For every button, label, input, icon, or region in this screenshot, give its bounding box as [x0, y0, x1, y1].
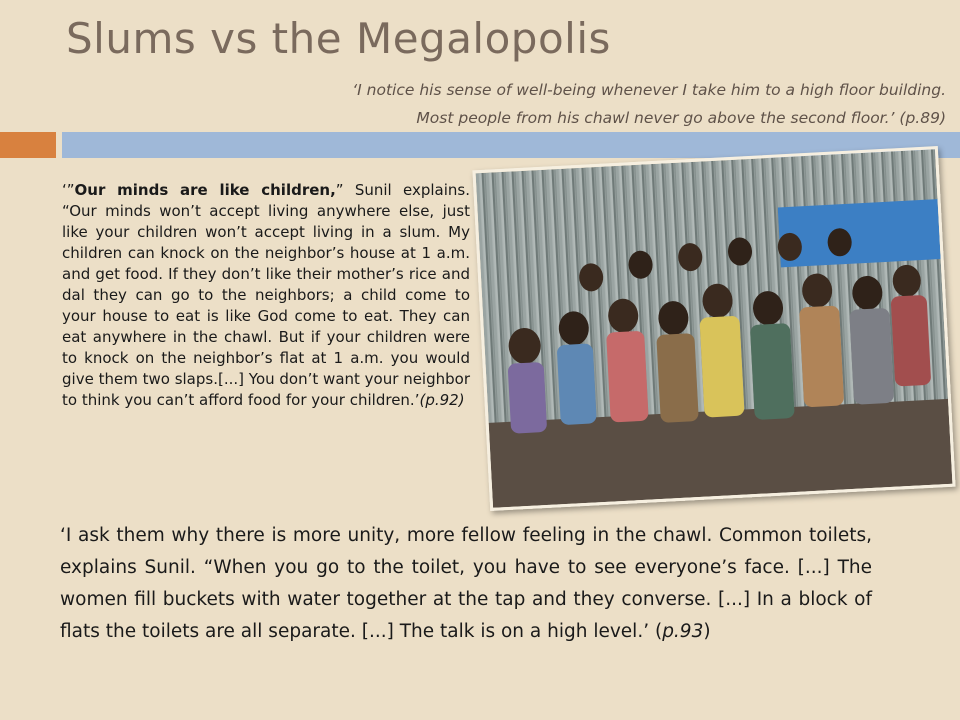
left-quote-citation: (p.92)	[419, 391, 465, 409]
top-quote-line-1: ‘I notice his sense of well-being whenever I take him to a high floor building.	[352, 81, 946, 99]
bottom-quote-closing: )	[703, 621, 711, 642]
top-quote	[246, 76, 946, 132]
bottom-quote-text	[60, 520, 872, 648]
children-photo-illustration	[476, 149, 953, 508]
children-photo	[472, 146, 955, 511]
accent-bar-orange	[0, 132, 56, 158]
slide-title: Slums vs the Megalopolis	[66, 14, 611, 63]
left-quote-text	[62, 180, 470, 411]
left-quote-bold-lead: Our minds are like children,	[74, 181, 336, 199]
left-quote-body: ” Sunil explains. “Our minds won’t accept living anywhere else, just like your children won’t accept living in a slum. My children can knock on the neighbor’s house at 1 a.m. and get food. If they don’t like their mother’s rice and dal they can go to the neighbors; a child come to your house to eat is like God come to eat. They can eat anywhere in the chawl. But if your children were to knock on the neighbor’s flat at 1 a.m. you would give them two slaps.[...] You don’t want your neighbor to think you can’t afford food for your children.’	[62, 181, 470, 409]
bottom-quote-citation: p.93	[662, 621, 704, 642]
left-quote-opening: ‘”	[62, 181, 75, 199]
bottom-quote-body: ‘I ask them why there is more unity, more fellow feeling in the chawl. Common toilets, explains Sunil. “When you go to the toilet, you have to see everyone’s face. [...] The women fill buckets with water together at the tap and they converse. [...] In a block of flats the toilets are all separate. [...] The talk is on a high level.’ (	[60, 525, 872, 642]
top-quote-line-2: Most people from his chawl never go above the second floor.’ (p.89)	[416, 109, 946, 127]
